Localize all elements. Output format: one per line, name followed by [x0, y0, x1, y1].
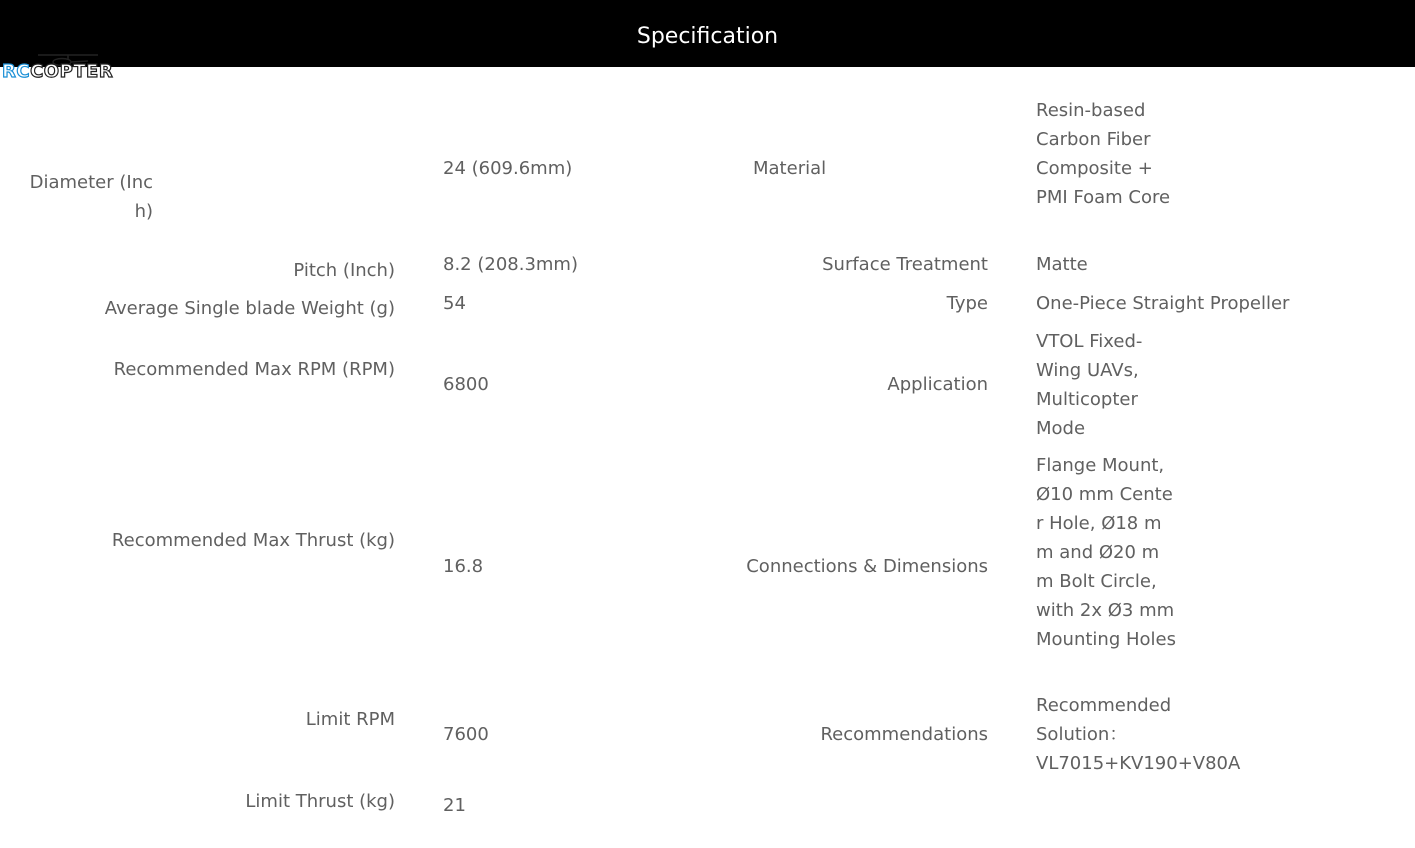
spec-value-limit-rpm: 7600 [443, 724, 489, 745]
spec-label-blade-weight: Average Single blade Weight (g) [104, 298, 395, 319]
page-title: Specification [636, 24, 779, 49]
header-bar [0, 0, 1415, 67]
spec-label-limit-thrust: Limit Thrust (kg) [245, 791, 395, 812]
spec-value-application: VTOL Fixed-Wing UAVs, Multicopter Mode [1036, 331, 1143, 439]
spec-value-material: Resin-based Carbon Fiber Composite + PMI Foam Core [1036, 100, 1171, 208]
spec-value-diameter: 24 (609.6mm) [443, 158, 573, 179]
spec-value-connections: Flange Mount, Ø10 mm Center Hole, Ø18 mm and Ø20 mm Bolt Circle, with 2x Ø3 mm Mounting Holes [1036, 455, 1176, 650]
brand-logo[interactable] [2, 52, 142, 82]
spec-value-max-thrust: 16.8 [443, 556, 484, 577]
spec-value-recommendations: Recommended Solution：VL7015+KV190+V80A [1036, 695, 1241, 774]
logo-text-rc: RC [2, 61, 31, 82]
logo-text [2, 62, 113, 82]
spec-label-diameter: Diameter (Inch) [29, 172, 153, 222]
spec-label-max-rpm: Recommended Max RPM (RPM) [113, 359, 395, 380]
spec-value-type: One-Piece Straight Propeller [1036, 293, 1290, 314]
spec-label-recommendations: Recommendations [820, 724, 988, 745]
spec-label-connections: Connections & Dimensions [746, 556, 988, 577]
spec-value-limit-thrust: 21 [443, 795, 466, 816]
spec-label-surface-treatment: Surface Treatment [822, 254, 988, 275]
spec-label-material: Material [753, 158, 827, 179]
spec-label-pitch: Pitch (Inch) [293, 260, 395, 281]
spec-value-surface-treatment: Matte [1036, 254, 1088, 275]
spec-value-pitch: 8.2 (208.3mm) [443, 254, 578, 275]
spec-label-limit-rpm: Limit RPM [305, 709, 395, 730]
spec-label-type: Type [946, 293, 988, 314]
spec-label-max-thrust: Recommended Max Thrust (kg) [111, 530, 395, 551]
logo-text-copter: COPTER [30, 61, 114, 82]
spec-value-blade-weight: 54 [443, 293, 466, 314]
spec-label-application: Application [887, 374, 988, 395]
spec-value-max-rpm: 6800 [443, 374, 489, 395]
